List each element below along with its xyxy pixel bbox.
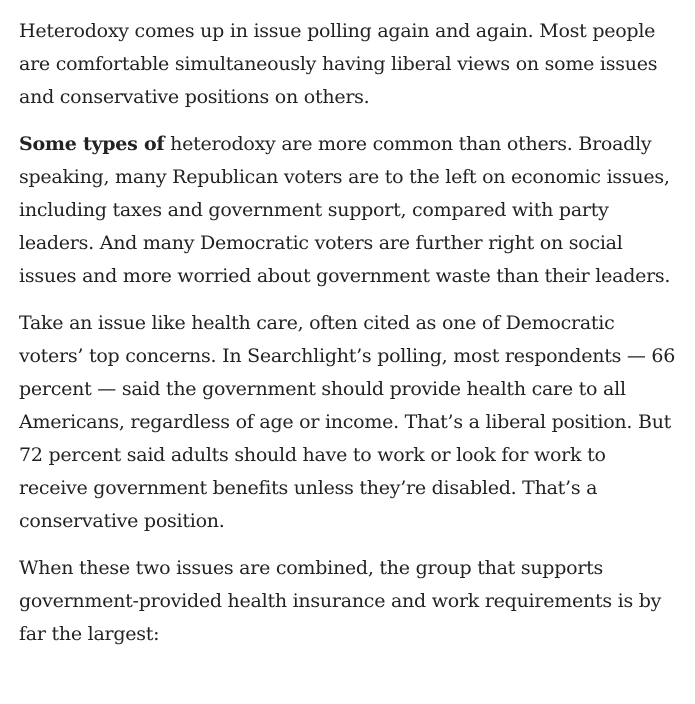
paragraph-2-lead: Some types of xyxy=(19,133,165,155)
paragraph-1 xyxy=(19,15,677,114)
paragraph-4 xyxy=(19,552,677,651)
paragraph-2-text: heterodoxy are more common than others. Broadly speaking, many Republican voters are to the left on economic issues, including taxes and government support, compared with party leaders. And many Democratic voters are further right on social issues and more worried about government waste than their leaders. xyxy=(19,133,671,287)
paragraph-2 xyxy=(19,128,677,293)
paragraph-4-text: When these two issues are combined, the group that supports government-provided health insurance and work requirements is by far the largest: xyxy=(19,557,662,645)
paragraph-3 xyxy=(19,307,677,538)
paragraph-3-text: Take an issue like health care, often cited as one of Democratic voters’ top concerns. In Searchlight’s polling, most respondents — 66 percent — said the government should provide health care to all Americans, regardless of age or income. That’s a liberal position. But 72 percent said adults should have to work or look for work to receive government benefits unless they’re disabled. That’s a conservative position. xyxy=(19,312,676,532)
paragraph-1-text: Heterodoxy comes up in issue polling again and again. Most people are comfortable simultaneously having liberal views on some issues and conservative positions on others. xyxy=(19,20,658,108)
